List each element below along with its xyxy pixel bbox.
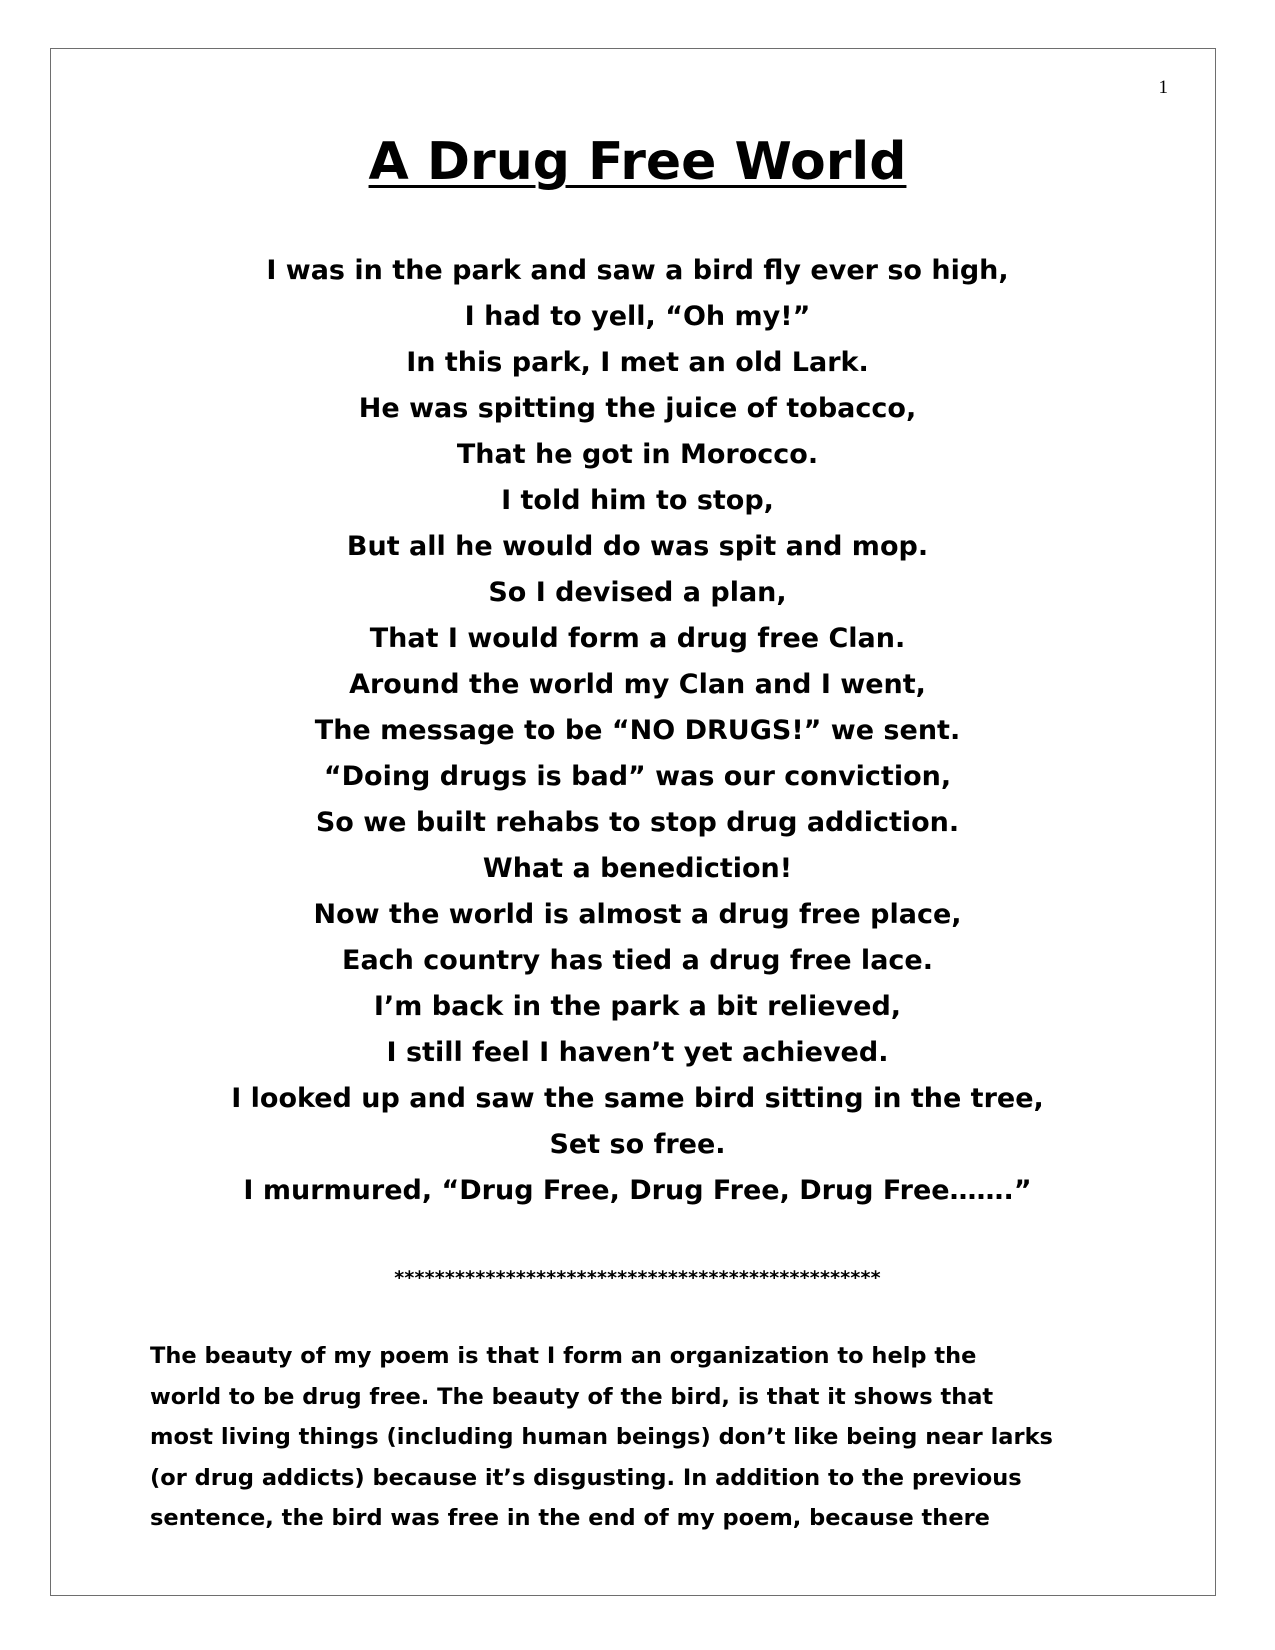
poem-line: In this park, I met an old Lark.: [406, 347, 869, 378]
poem-line: I looked up and saw the same bird sitting in the tree,: [231, 1083, 1044, 1114]
asterisk-divider: ************************************************: [394, 1267, 881, 1289]
poem: [0, 248, 1275, 1214]
poem-line: That I would form a drug free Clan.: [369, 623, 906, 654]
poem-line: I still feel I haven’t yet achieved.: [386, 1037, 889, 1068]
poem-line: I’m back in the park a bit relieved,: [373, 991, 902, 1022]
poem-line: I had to yell, “Oh my!”: [464, 301, 811, 332]
commentary-line: sentence, the bird was free in the end of my poem, because there: [150, 1505, 990, 1531]
poem-line: Each country has tied a drug free lace.: [342, 945, 933, 976]
poem-line: Set so free.: [549, 1129, 726, 1160]
poem-line: The message to be “NO DRUGS!” we sent.: [314, 715, 961, 746]
poem-line: I was in the park and saw a bird fly ever so high,: [266, 255, 1009, 286]
poem-line: That he got in Morocco.: [456, 439, 819, 470]
poem-line: But all he would do was spit and mop.: [346, 531, 929, 562]
page-title-text: A Drug Free World: [368, 132, 907, 192]
poem-line: What a benediction!: [482, 853, 793, 884]
poem-line: I murmured, “Drug Free, Drug Free, Drug Free…….”: [243, 1175, 1032, 1206]
poem-line: Now the world is almost a drug free place,: [313, 899, 962, 930]
poem-line: Around the world my Clan and I went,: [349, 669, 926, 700]
commentary-line: world to be drug free. The beauty of the bird, is that it shows that: [150, 1383, 994, 1410]
poem-line: “Doing drugs is bad” was our conviction,: [323, 761, 952, 792]
commentary-line: most living things (including human beings) don’t like being near larks: [150, 1424, 1053, 1450]
poem-line: So I devised a plan,: [488, 577, 787, 608]
poem-line: So we built rehabs to stop drug addiction.: [315, 807, 960, 838]
commentary-line: (or drug addicts) because it’s disgusting. In addition to the previous: [150, 1464, 1022, 1491]
commentary-line: The beauty of my poem is that I form an organization to help the: [150, 1343, 977, 1369]
page-title: [0, 128, 1275, 196]
poem-line: I told him to stop,: [501, 485, 774, 516]
commentary-paragraph: [150, 1336, 1140, 1539]
poem-line: He was spitting the juice of tobacco,: [358, 393, 917, 424]
page-number: 1: [1158, 77, 1168, 98]
